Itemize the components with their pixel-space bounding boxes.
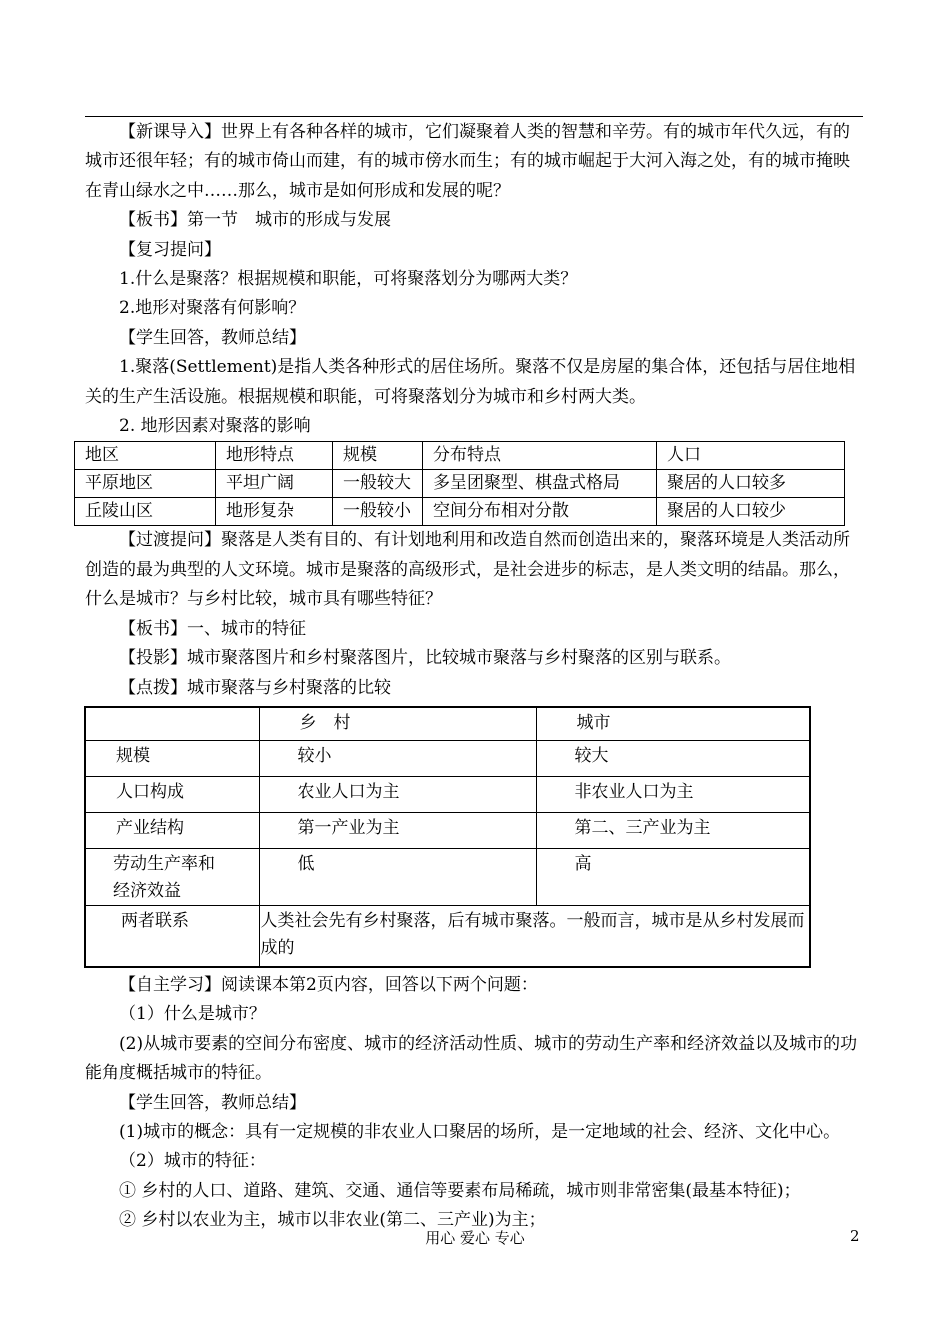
summary-heading-2: 【学生回答，教师总结】 xyxy=(119,1092,306,1113)
table-cell: 空间分布相对分散 xyxy=(423,498,657,526)
table-row xyxy=(75,498,845,526)
table-cell: 较大 xyxy=(536,740,810,776)
terrain-table-header xyxy=(75,442,845,470)
compare-header-cell xyxy=(85,707,259,741)
table-row xyxy=(85,848,810,905)
table-cell: 平坦广阔 xyxy=(216,470,333,498)
table-cell: 丘陵山区 xyxy=(75,498,216,526)
hint-paragraph: 【点拨】城市聚落与乡村聚落的比较 xyxy=(119,677,391,698)
compare-link-text: 人类社会先有乡村聚落，后有城市聚落。一般而言，城市是从乡村发展而成的 xyxy=(259,905,810,967)
table-row xyxy=(85,776,810,812)
table-cell: 劳动生产率和经济效益 xyxy=(85,848,259,905)
table-cell: 一般较大 xyxy=(333,470,423,498)
header-rule xyxy=(85,116,863,117)
terrain-table xyxy=(74,441,845,526)
table-cell: 聚居的人口较多 xyxy=(657,470,845,498)
table-cell: 非农业人口为主 xyxy=(536,776,810,812)
answer-2: 2. 地形因素对聚落的影响 xyxy=(119,416,311,437)
terrain-header-cell: 地形特点 xyxy=(216,442,333,470)
table-row xyxy=(85,905,810,967)
review-question-2: 2.地形对聚落有何影响？ xyxy=(119,298,306,319)
self-study-question-2: (2)从城市要素的空间分布密度、城市的经济活动性质、城市的劳动生产率和经济效益以及城市的功能角度概括城市的特征。 xyxy=(85,1033,858,1084)
table-cell: 多呈团聚型、棋盘式格局 xyxy=(423,470,657,498)
summary-heading-1: 【学生回答，教师总结】 xyxy=(119,327,306,348)
compare-table-header xyxy=(85,707,810,741)
table-cell: 第一产业为主 xyxy=(259,812,536,848)
compare-header-cell: 乡 村 xyxy=(259,707,536,741)
table-cell: 聚居的人口较少 xyxy=(657,498,845,526)
table-cell: 第二、三产业为主 xyxy=(536,812,810,848)
table-cell: 地形复杂 xyxy=(216,498,333,526)
terrain-header-cell: 地区 xyxy=(75,442,216,470)
review-heading: 【复习提问】 xyxy=(119,239,221,260)
compare-link-label: 两者联系 xyxy=(85,905,259,967)
page-number: 2 xyxy=(850,1227,860,1245)
table-cell: 人口构成 xyxy=(85,776,259,812)
answer-1: 1.聚落(Settlement)是指人类各种形式的居住场所。聚落不仅是房屋的集合体，还包括与居住地相关的生产生活设施。根据规模和职能，可将聚落划分为城市和乡村两大类。 xyxy=(85,357,856,407)
table-row xyxy=(85,812,810,848)
terrain-header-cell: 规模 xyxy=(333,442,423,470)
intro-paragraph: 【新课导入】世界上有各种各样的城市，它们凝聚着人类的智慧和辛劳。有的城市年代久远，有的城市还很年轻；有的城市倚山而建，有的城市傍水而生；有的城市崛起于大河入海之处，有的城市掩映在青山绿水之中……那么，城市是如何形成和发展的呢？ xyxy=(85,122,850,201)
table-row xyxy=(75,470,845,498)
self-study-question-1: （1）什么是城市？ xyxy=(119,1004,266,1025)
terrain-header-cell: 分布特点 xyxy=(423,442,657,470)
self-study-heading: 【自主学习】阅读课本第2页内容，回答以下两个问题： xyxy=(119,974,538,995)
review-question-1: 1.什么是聚落？根据规模和职能，可将聚落划分为哪两大类？ xyxy=(119,269,578,290)
city-feature-1: ① 乡村的人口、道路、建筑、交通、通信等要素布局稀疏，城市则非常密集(最基本特征)； xyxy=(119,1180,801,1201)
terrain-header-cell: 人口 xyxy=(657,442,845,470)
table-cell: 产业结构 xyxy=(85,812,259,848)
compare-header-cell: 城市 xyxy=(536,707,810,741)
table-cell: 高 xyxy=(536,848,810,905)
table-cell: 一般较小 xyxy=(333,498,423,526)
board-heading-1: 【板书】第一节 城市的形成与发展 xyxy=(119,210,391,231)
projection-paragraph: 【投影】城市聚落图片和乡村聚落图片，比较城市聚落与乡村聚落的区别与联系。 xyxy=(119,648,731,669)
table-cell: 较小 xyxy=(259,740,536,776)
compare-table xyxy=(84,706,811,968)
table-row xyxy=(85,740,810,776)
table-cell: 平原地区 xyxy=(75,470,216,498)
lesson-content xyxy=(85,118,863,1236)
city-features-heading: （2）城市的特征： xyxy=(119,1151,266,1172)
transition-paragraph: 【过渡提问】聚落是人类有目的、有计划地利用和改造自然而创造出来的，聚落环境是人类活动所创造的最为典型的人文环境。城市是聚落的高级形式，是社会进步的标志，是人类文明的结晶。那么，什么是城市？与乡村比较，城市具有哪些特征？ xyxy=(85,530,850,610)
table-cell: 规模 xyxy=(85,740,259,776)
table-cell: 农业人口为主 xyxy=(259,776,536,812)
table-cell: 低 xyxy=(259,848,536,905)
footer-motto: 用心 爱心 专心 xyxy=(425,1229,525,1247)
city-concept: (1)城市的概念：具有一定规模的非农业人口聚居的场所，是一定地域的社会、经济、文化中心。 xyxy=(119,1121,841,1142)
city-feature-2: ② 乡村以农业为主，城市以非农业(第二、三产业)为主； xyxy=(119,1210,546,1231)
board-heading-2: 【板书】一、城市的特征 xyxy=(119,618,306,639)
